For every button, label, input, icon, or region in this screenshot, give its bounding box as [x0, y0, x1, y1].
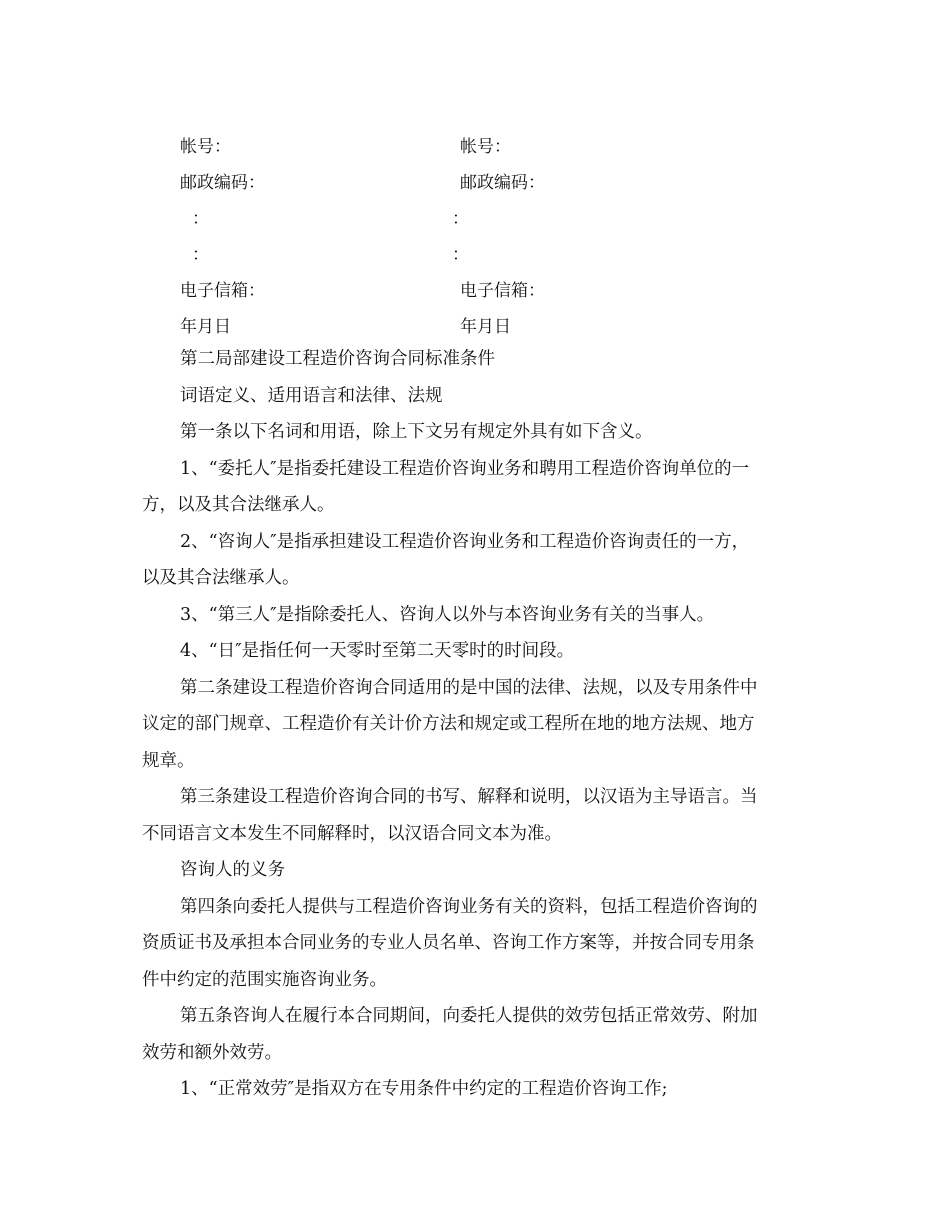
account-label-left: 帐号： [180, 136, 231, 157]
paragraph-line: 3、“第三人″是指除委托人、咨询人以外与本咨询业务有关的当事人。 [180, 604, 715, 625]
date-label-right: 年月日 [460, 316, 511, 337]
paragraph-line: 第三条建设工程造价咨询合同的书写、解释和说明，以汉语为主导语言。当 [180, 787, 758, 807]
paragraph-line: 议定的部门规章、工程造价有关计价方法和规定或工程所在地的地方法规、地方 [142, 714, 755, 734]
blank-label-right: ： [452, 208, 469, 229]
section-heading: 咨询人的义务 [180, 860, 285, 880]
party-info-fields [180, 126, 800, 342]
account-row [180, 126, 800, 162]
blank-label-left: ： [192, 244, 209, 265]
blank-field-row [180, 198, 800, 234]
paragraph-line: 2、“咨询人″是指承担建设工程造价咨询业务和工程造价咨询责任的一方， [180, 531, 750, 552]
postal-code-label-left: 邮政编码： [180, 172, 265, 193]
postal-code-row [180, 162, 800, 198]
paragraph-line: 件中约定的范围实施咨询业务。 [142, 969, 387, 990]
date-row [180, 306, 800, 342]
paragraph-line: 第二条建设工程造价咨询合同适用的是中国的法律、法规，以及专用条件中 [180, 677, 758, 698]
date-label-left: 年月日 [180, 316, 231, 337]
account-label-right: 帐号： [460, 136, 511, 157]
paragraph-line: 4、“日″是指任何一天零时至第二天零时的时间段。 [180, 641, 575, 661]
paragraph-line: 第五条咨询人在履行本合同期间，向委托人提供的效劳包括正常效劳、附加 [180, 1006, 758, 1026]
email-label-left: 电子信箱： [180, 280, 265, 301]
paragraph-line: 1、“正常效劳″是指双方在专用条件中约定的工程造价咨询工作; [180, 1079, 668, 1099]
contract-body [142, 341, 802, 1108]
email-label-right: 电子信箱： [460, 280, 545, 301]
paragraph-line: 资质证书及承担本合同业务的专业人员名单、咨询工作方案等，并按合同专用条 [142, 933, 755, 953]
section-heading: 第二局部建设工程造价咨询合同标准条件 [180, 349, 495, 369]
blank-field-row [180, 234, 800, 270]
paragraph-line: 第一条以下名词和用语，除上下文另有规定外具有如下含义。 [180, 422, 653, 442]
paragraph-line: 1、“委托人″是指委托建设工程造价咨询业务和聘用工程造价咨询单位的一 [180, 458, 750, 479]
email-row [180, 270, 800, 306]
paragraph-line: 以及其合法继承人。 [142, 568, 300, 588]
section-heading: 词语定义、适用语言和法律、法规 [180, 385, 443, 406]
paragraph-line: 第四条向委托人提供与工程造价咨询业务有关的资料，包括工程造价咨询的 [180, 896, 758, 917]
blank-label-left: ： [192, 208, 209, 229]
paragraph-line: 不同语言文本发生不同解释时，以汉语合同文本为准。 [142, 823, 562, 844]
paragraph-line: 方，以及其合法继承人。 [142, 495, 335, 515]
blank-label-right: ： [452, 244, 469, 265]
paragraph-line: 规章。 [142, 750, 195, 771]
paragraph-line: 效劳和额外效劳。 [142, 1042, 282, 1063]
postal-code-label-right: 邮政编码： [460, 172, 545, 193]
